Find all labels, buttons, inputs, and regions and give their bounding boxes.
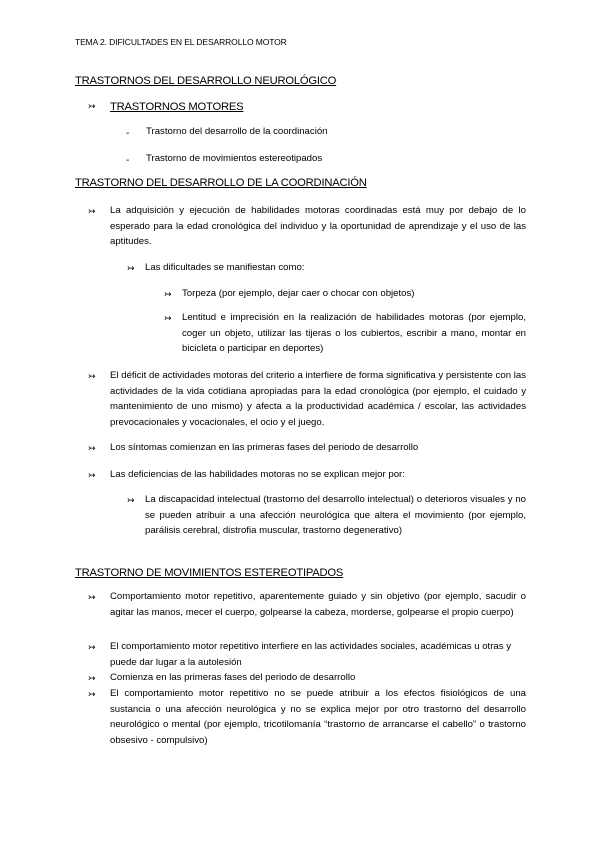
paragraph: El déficit de actividades motoras del criterio a interfiere de forma significativa y persistente con las actividades de la vida cotidiana apropiadas para la edad cronológica (por ejemplo, el cuidado y mantenimiento de uno mismo) y afecta a la productividad académica / escolar, las actividades prevocacionales y vocacionales, el ocio y el juego. bbox=[110, 370, 526, 428]
bullet-arrow-icon: ↣ bbox=[88, 206, 96, 216]
list-item: Trastorno de movimientos estereotipados bbox=[146, 153, 323, 164]
bullet-arrow-icon: ↣ bbox=[164, 289, 172, 299]
bullet-arrow-icon: ↣ bbox=[164, 313, 172, 323]
bullet-arrow-icon: ↣ bbox=[88, 592, 96, 602]
paragraph: La adquisición y ejecución de habilidades motoras coordinadas está muy por debajo de lo esperado para la edad cronológica del individuo y la oportunidad de aprendizaje y el uso de las aptitudes. bbox=[110, 205, 526, 248]
subsection-title-motores: TRASTORNOS MOTORES bbox=[110, 101, 244, 113]
list-item: Comportamiento motor repetitivo, aparentemente guiado y sin objetivo (por ejemplo, sacudir o agitar las manos, mecer el cuerpo, golpearse la cabeza, morderse, golpearse el propio cuerpo) bbox=[110, 591, 526, 618]
list-item: Comienza en las primeras fases del periodo de desarrollo bbox=[110, 672, 356, 683]
section-title-coordinacion: TRASTORNO DEL DESARROLLO DE LA COORDINACIÓN bbox=[75, 177, 367, 189]
bullet-arrow-icon: ↣ bbox=[88, 470, 96, 480]
paragraph: Los síntomas comienzan en las primeras fases del periodo de desarrollo bbox=[110, 442, 419, 453]
bullet-arrow-icon: ↣ bbox=[88, 443, 96, 453]
dash-icon: - bbox=[126, 155, 130, 166]
bullet-arrow-icon: ↣ bbox=[88, 642, 96, 652]
bullet-arrow-icon: ↣ bbox=[88, 673, 96, 683]
section-title-neurologico: TRASTORNOS DEL DESARROLLO NEUROLÓGICO bbox=[75, 75, 337, 87]
paragraph: Las dificultades se manifiestan como: bbox=[145, 262, 305, 273]
list-item: Torpeza (por ejemplo, dejar caer o chocar con objetos) bbox=[182, 288, 415, 299]
bullet-arrow-icon: ↣ bbox=[127, 495, 135, 505]
list-item: El comportamiento motor repetitivo no se puede atribuir a los efectos fisiológicos de una sustancia o una afección neurológica y no se explica mejor por otro trastorno del desarrollo neurológico o mental (por ejemplo, tricotilomanía “trastorno de arrancarse el cabello” o trastorno obsesivo - compulsivo) bbox=[110, 688, 526, 746]
list-item: El comportamiento motor repetitivo interfiere en las actividades sociales, académicas u otras y puede dar lugar a la autolesión bbox=[110, 641, 511, 668]
page-header: TEMA 2. DIFICULTADES EN EL DESARROLLO MOTOR bbox=[75, 37, 287, 47]
section-title-estereotipados: TRASTORNO DE MOVIMIENTOS ESTEREOTIPADOS bbox=[75, 567, 344, 579]
paragraph: La discapacidad intelectual (trastorno del desarrollo intelectual) o deterioros visuales y no se pueden atribuir a una afección neurológica que altera el movimiento (por ejemplo, parálisis cerebral, distrofia muscular, trastorno degenerativo) bbox=[145, 494, 526, 537]
bullet-arrow-icon: ↣ bbox=[127, 263, 135, 273]
bullet-arrow-icon: ↣ bbox=[88, 371, 96, 381]
list-item: Lentitud e imprecisión en la realización de habilidades motoras (por ejemplo, coger un objeto, utilizar las tijeras o los cubiertos, escribir a mano, montar en bicicleta o participar en deportes) bbox=[182, 312, 526, 355]
paragraph: Las deficiencias de las habilidades motoras no se explican mejor por: bbox=[110, 469, 405, 480]
list-item: Trastorno del desarrollo de la coordinación bbox=[146, 126, 328, 137]
bullet-arrow-icon: ↣ bbox=[88, 689, 96, 699]
dash-icon: - bbox=[126, 128, 130, 139]
bullet-arrow-icon: ↣ bbox=[88, 101, 96, 111]
